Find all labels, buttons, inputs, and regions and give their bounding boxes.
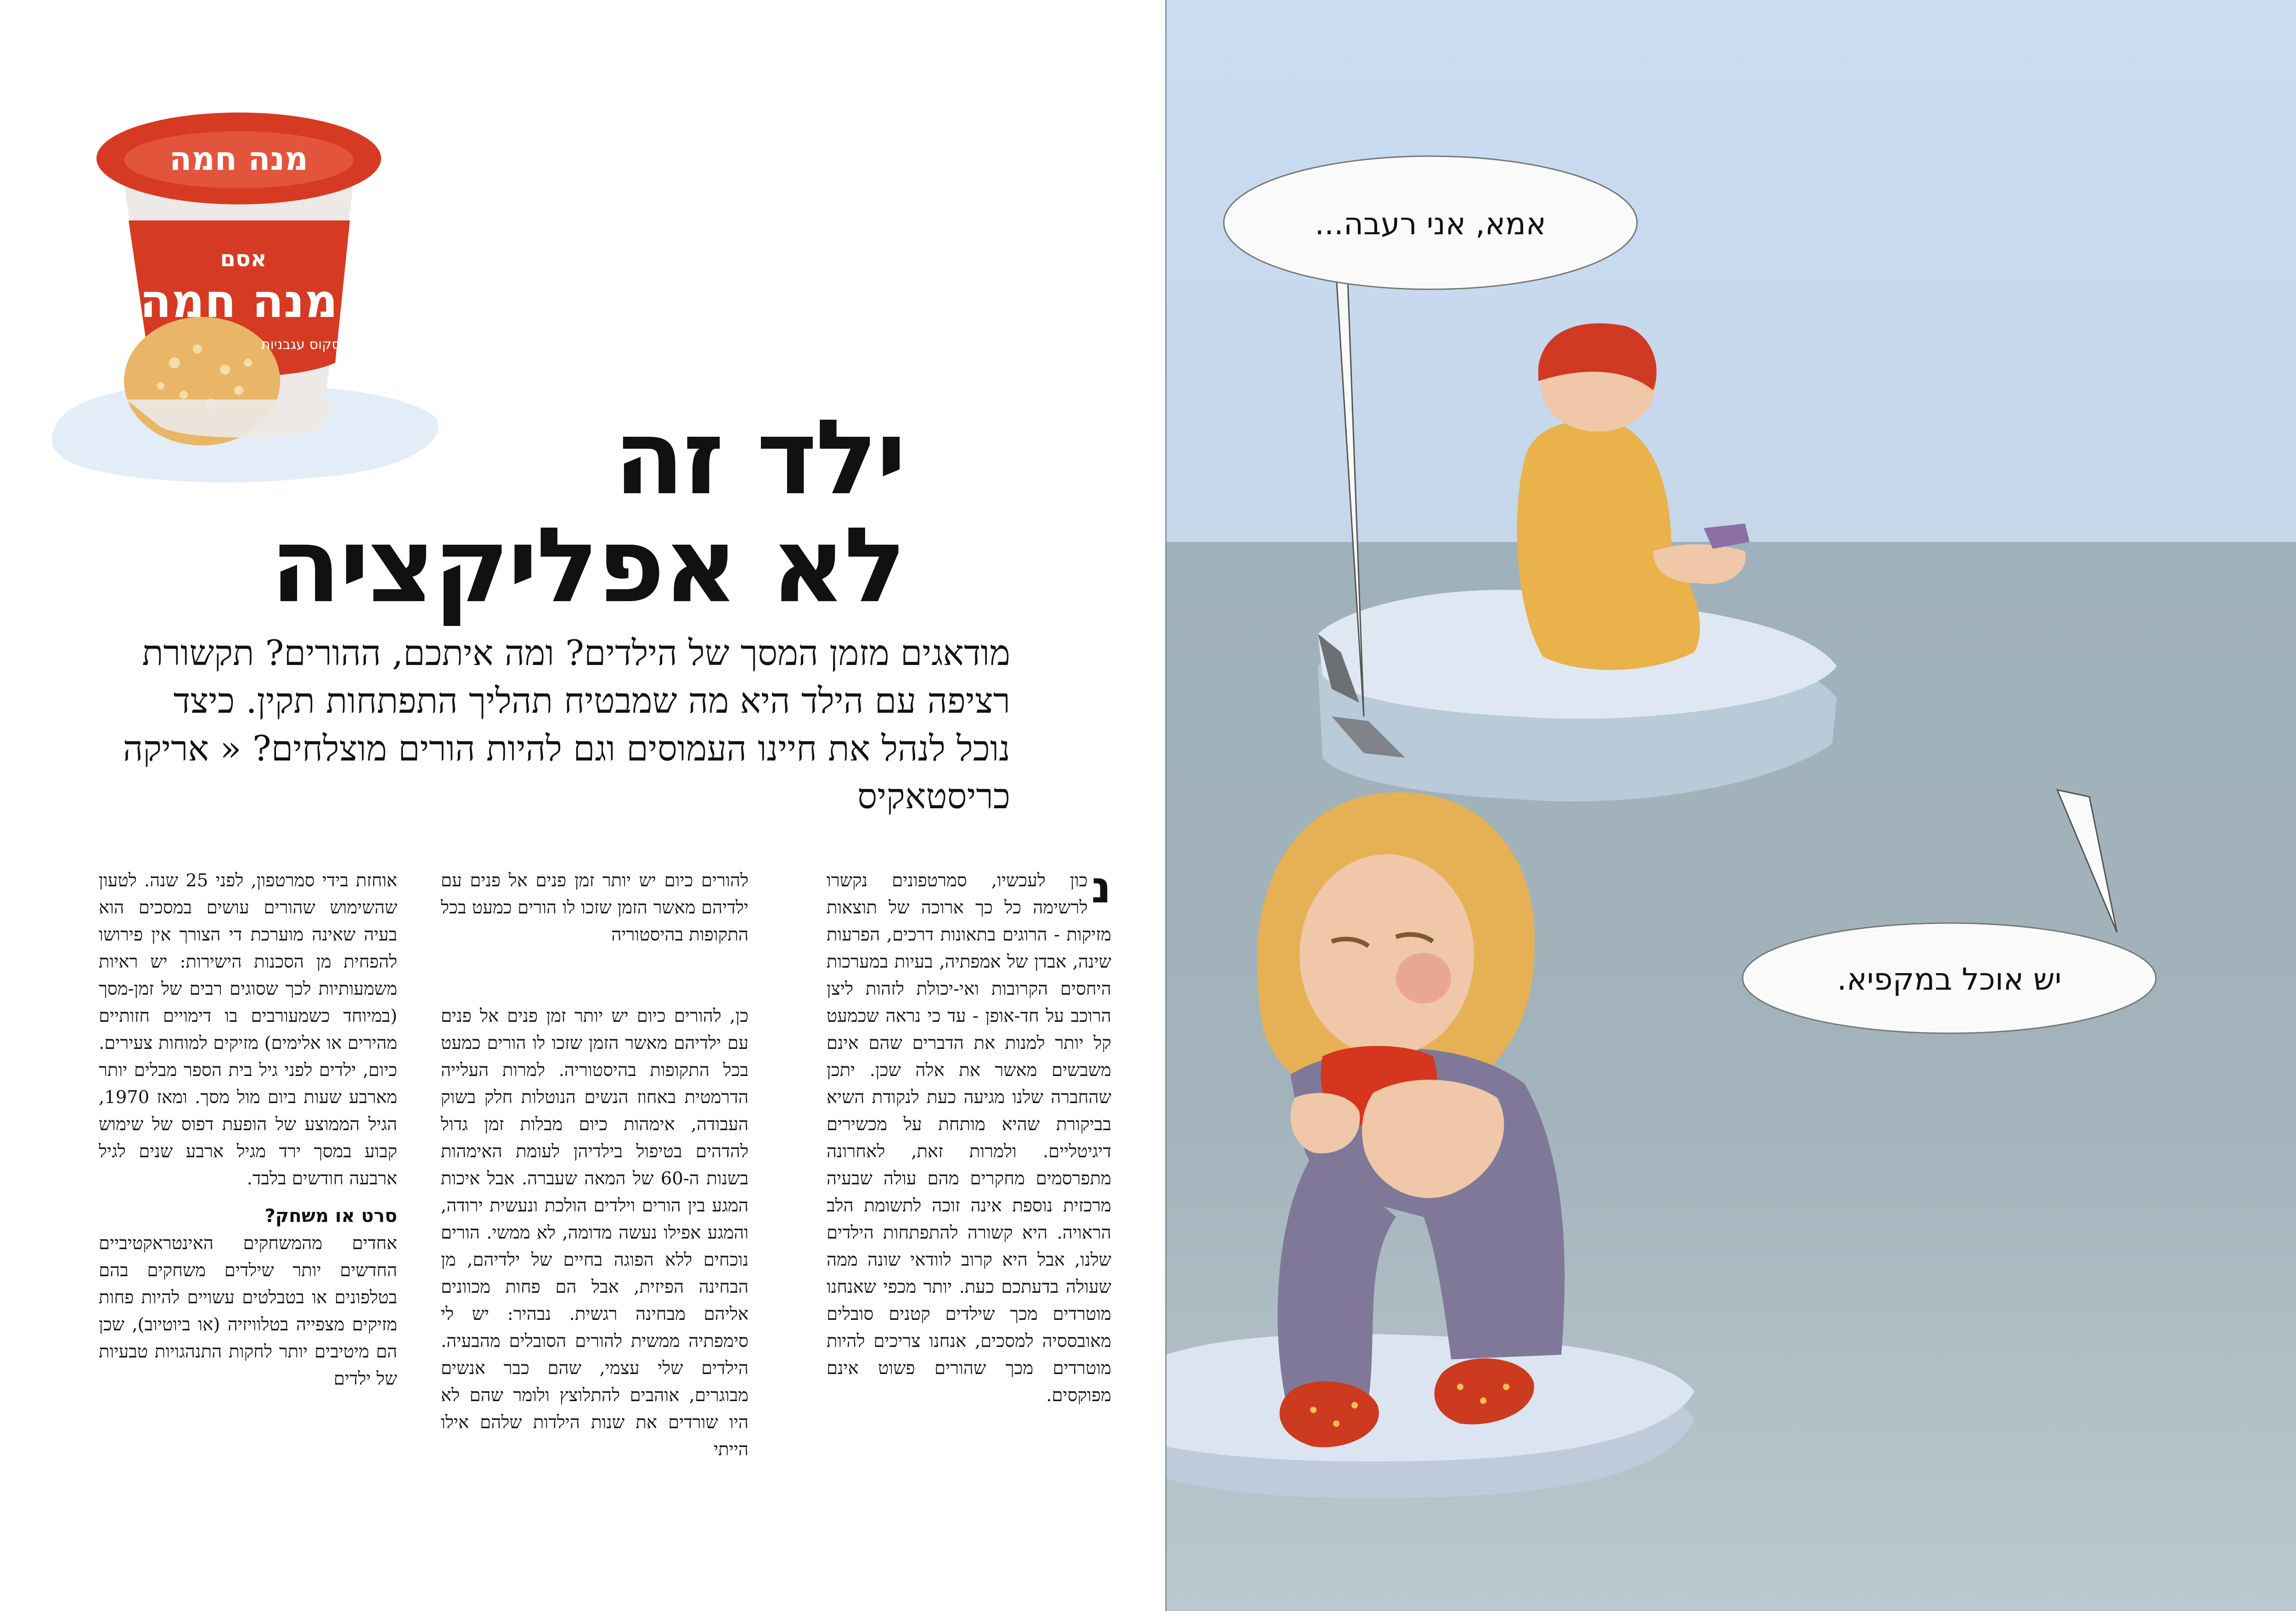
drop-cap: נ [1091,862,1111,913]
title-line-1: ילד זה [613,398,905,518]
subheading: סרט או משחק? [264,1205,397,1227]
column-3-text: אוחזת בידי סמרטפון, לפני 25 שנה. לטעון שהשימוש שהורים עושים במסכים הוא בעיה שאינה מוערכת די הצורך אין פירושו להפחית מן הסכנות הישירות: יש ראיות משמעותיות לכך שסוגים רבים של זמן-מסך (במיוחד כשמעורבים בו דימויים חזותיים מהירים או אלימים) מזיקים למוחות צעירים. כיום, ילדים לפני גיל בית הספר מבלים יותר מארבע שעות ביום מול מסך. ומאז 1970, הגיל הממוצע של הופעת דפוס של שימוש קבוע במסך ירד מגיל ארבע שנים לגיל ארבעה חודשים בלבד. [99,870,397,1189]
body-column-1 [827,862,1111,1409]
pull-quote: להורים כיום יש יותר זמן פנים אל פנים עם ילדיהם מאשר הזמן שזכו לו הורים כמעט בכל התקופות בהיסטוריה [441,870,748,945]
title-line-2: לא אפליקציה [270,506,905,626]
body-column-2 [441,867,748,1463]
right-page-illustration [1166,0,2296,1611]
cup-flavor-text: קוסקוס עגבניות [261,337,355,353]
bubble-child-text: אמא, אני רעבה... [1314,206,1547,242]
cup-label-text: מנה חמה [140,274,338,328]
body-column-3 [99,867,397,1392]
column-3-text-2: אחדים מהמשחקים האינטראקטיביים החדשים יותר שילדים משחקים בהם בטלפונים או בטבלטים עשויים להיות פחות מזיקים מצפייה בטלוויזיה (או ביוטיוב), שכן הם מיטיבים יותר לחקות התנהגויות טבעיות של ילדים [99,1233,397,1389]
bubble-mother-text: יש אוכל במקפיא. [1837,962,2062,997]
article-lead: מודאגים מזמן המסך של הילדים? ומה איתכם, ההורים? תקשורת רציפה עם הילד היא מה שמבטיח תהליך התפתחות תקין. כיצד נוכל לנהל את חיינו העמוסים וגם להיות הורים מוצלחים? « אריקה כריסטאקיס [123,632,1010,817]
child-ice-floe [1166,1334,1694,1498]
column-2-text: כן, להורים כיום יש יותר זמן פנים אל פנים עם ילדיהם מאשר הזמן שזכו לו הורים כמעט בכל התקופות בהיסטוריה. למרות העלייה הדרמטית באחוז הנשים הנוטלות חלק בשוק העבודה, אימהות כיום מבלות זמן גדול להדהים בטיפול בילדיהן לעומת האימהות בשנות ה-60 של המאה שעברה. אבל איכות המגע בין הורים וילדים הולכת ונעשית ירודה, והמגע אפילו נעשה מדומה, לא ממשי. הורים נוכחים ללא הפוגה בחיים של ילדיהם, מן הבחינה הפיזית, אבל הם פחות מכוונים אליהם מבחינה רגשית. נבהיר: יש לי סימפתיה ממשית להורים הסובלים מהבעיה. הילדים שלי עצמי, שהם כבר אנשים מבוגרים, אוהבים להתלוצץ ולומר שהם לא היו שורדים את שנות הילדות שלהם אילו הייתי [441,1006,748,1460]
speech-bubble-mother [1743,790,2156,1033]
cup-brand-text: אסם [220,246,267,272]
article-title [216,398,905,626]
cup-lid-text: מנה חמה [169,140,308,178]
ice-floe-scene [1166,0,2296,1611]
column-1-text: כון לעכשיו, סמרטפונים נקשרו לרשימה כל כך ארוכה של תוצאות מזיקות - הרוגים בתאונות דרכים, הפרעות שינה, אבדן של אמפתיה, בעיות במערכות היחסים הקרובות ואי-יכולת לזהות ליצן הרוכב על חד-אופן - עד כי נראה שכמעט קל יותר למנות את הדברים שהם אינם משבשים מאשר את אלה שכן. יתכן שהחברה שלנו מגיעה כעת לנקודת השיא בביקורת שהיא מותחת על מכשירים דיגיטליים. ולמרות זאת, לאחרונה מתפרסמים מחקרים מהם עולה שבעיה מרכזית נוספת אינה זוכה לתשומת הלב הראויה. היא קשורה להתפתחות הילדים שלנו, אבל היא קרוב לוודאי שונה ממה שעולה בדעתכם כעת. יותר מכפי שאנחנו מוטרדים מכך שילדים קטנים סובלים מאובססיה למסכים, אנחנו צריכים להיות מוטרדים מכך שהורים פשוט אינם מפוקסים. [827,870,1111,1406]
